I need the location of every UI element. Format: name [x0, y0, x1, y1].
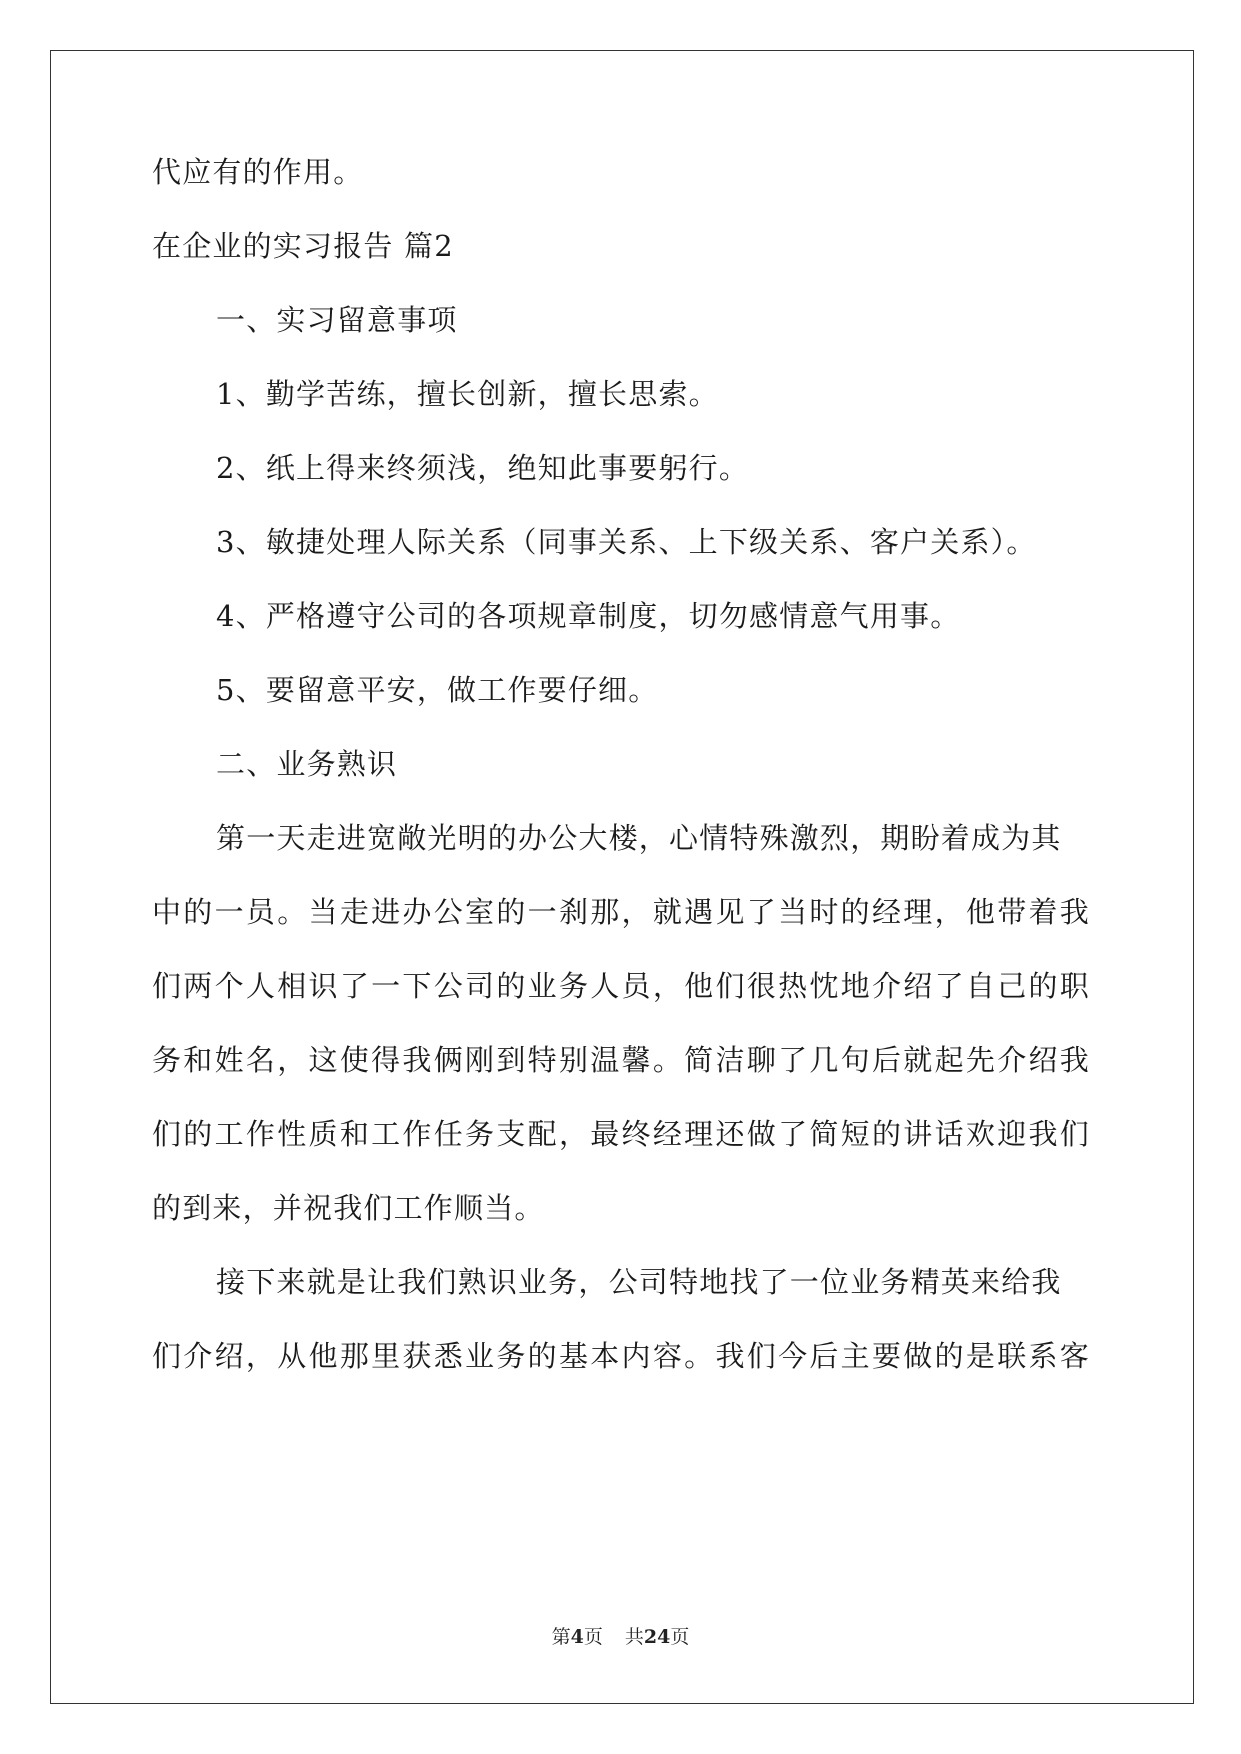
paragraph-line: 接下来就是让我们熟识业务，公司特地找了一位业务精英来给我: [216, 1265, 1062, 1299]
paragraph-line: 第一天走进宽敞光明的办公大楼，心情特殊激烈，期盼着成为其: [216, 821, 1062, 855]
paragraph-line: 们的工作性质和工作任务支配，最终经理还做了简短的讲话欢迎我们: [152, 1117, 1092, 1151]
heading-notes: 一、实习留意事项: [216, 303, 458, 337]
footer-prefix: 第: [551, 1626, 571, 1648]
heading-business: 二、业务熟识: [216, 747, 398, 781]
paragraph-line: 中的一员。当走进办公室的一刹那，就遇见了当时的经理，他带着我: [152, 895, 1092, 929]
section-title: 在企业的实习报告 篇2: [152, 229, 454, 263]
list-item: 3、敏捷处理人际关系（同事关系、上下级关系、客户关系）。: [216, 525, 1037, 559]
list-item: 4、严格遵守公司的各项规章制度，切勿感情意气用事。: [216, 599, 961, 633]
paragraph-line: 们介绍，从他那里获悉业务的基本内容。我们今后主要做的是联系客: [152, 1339, 1092, 1373]
footer-total-prefix: 共: [624, 1626, 644, 1648]
list-item: 5、要留意平安，做工作要仔细。: [216, 673, 659, 707]
footer-page-suffix: 页: [583, 1626, 603, 1648]
footer-total-suffix: 页: [670, 1626, 690, 1648]
paragraph-line: 们两个人相识了一下公司的业务人员，他们很热忱地介绍了自己的职: [152, 969, 1092, 1003]
paragraph-line: 代应有的作用。: [152, 155, 364, 189]
paragraph-line: 的到来，并祝我们工作顺当。: [152, 1191, 545, 1225]
list-item: 1、勤学苦练，擅长创新，擅长思索。: [216, 377, 719, 411]
paragraph-line: 务和姓名，这使得我俩刚到特别温馨。简洁聊了几句后就起先介绍我: [152, 1043, 1092, 1077]
footer-page-number: 4: [570, 1626, 584, 1648]
page-footer: [0, 1622, 1241, 1649]
footer-total-pages: 24: [643, 1626, 671, 1648]
list-item: 2、纸上得来终须浅，绝知此事要躬行。: [216, 451, 750, 485]
page-border: [50, 50, 1194, 1704]
